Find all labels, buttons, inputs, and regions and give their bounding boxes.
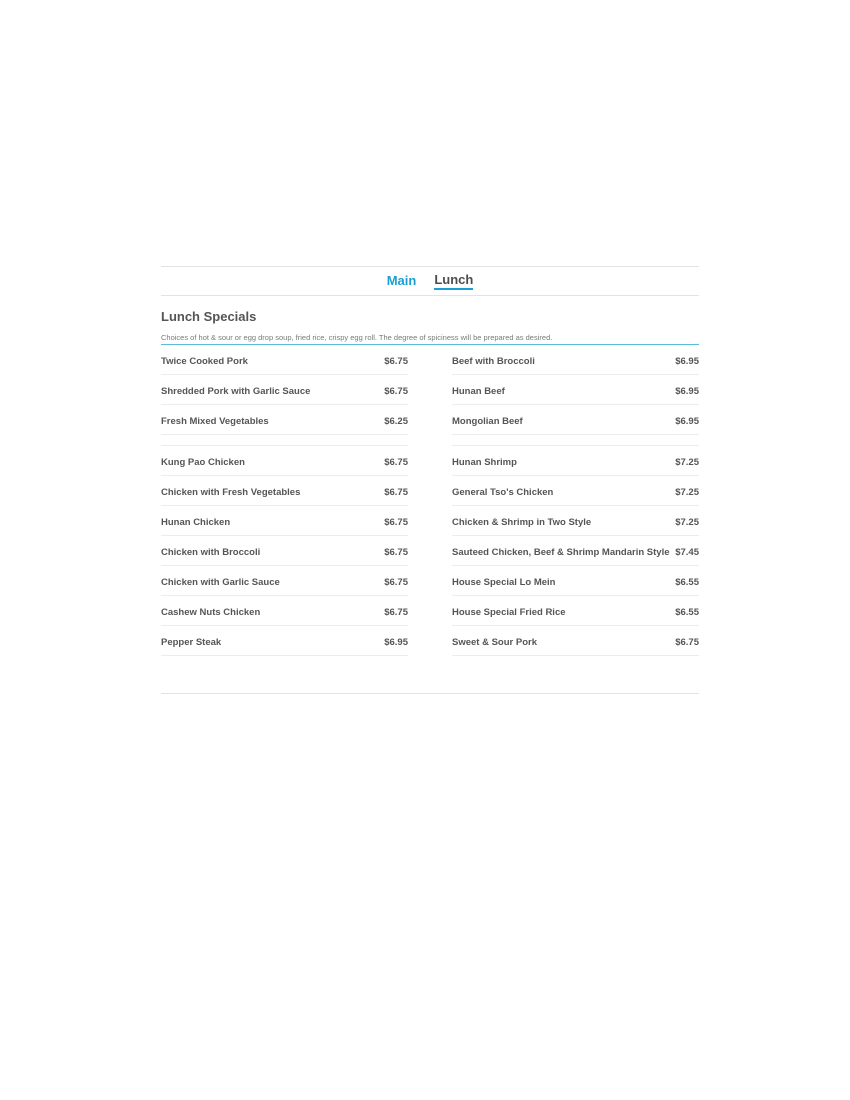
menu-item-price: $6.75: [384, 516, 408, 528]
menu-item-price: $6.95: [675, 355, 699, 367]
section-title: Lunch Specials: [161, 309, 257, 324]
menu-item: [161, 566, 408, 596]
menu-item-price: $7.25: [675, 486, 699, 498]
menu-item-name: Beef with Broccoli: [452, 355, 535, 367]
menu-item: [452, 596, 699, 626]
menu-item-name: Kung Pao Chicken: [161, 456, 245, 468]
right-column: [452, 345, 699, 656]
menu-item-price: $6.75: [384, 546, 408, 558]
menu-item-name: Chicken with Fresh Vegetables: [161, 486, 301, 498]
menu-item-name: Chicken with Garlic Sauce: [161, 576, 280, 588]
menu-item-name: Sweet & Sour Pork: [452, 636, 537, 648]
menu-item: [161, 506, 408, 536]
menu-item: [452, 536, 699, 566]
menu-item: [452, 626, 699, 656]
menu-item-name: Chicken with Broccoli: [161, 546, 261, 558]
tab-main[interactable]: Main: [386, 273, 417, 288]
menu-item: [161, 375, 408, 405]
menu-item-name: General Tso's Chicken: [452, 486, 554, 498]
menu-item: [161, 536, 408, 566]
menu-item-price: $6.75: [384, 456, 408, 468]
menu-tabs: [161, 267, 699, 295]
menu-item-price: $6.75: [384, 486, 408, 498]
menu-item: [161, 596, 408, 626]
menu-item: [452, 375, 699, 405]
menu-item-price: $6.95: [384, 636, 408, 648]
menu-item-name: Hunan Beef: [452, 385, 505, 397]
menu-item-name: Chicken & Shrimp in Two Style: [452, 516, 592, 528]
menu-item-price: $6.75: [384, 385, 408, 397]
menu-item-price: $6.95: [675, 415, 699, 427]
menu-item-price: $6.95: [675, 385, 699, 397]
menu-item-price: $6.55: [675, 576, 699, 588]
menu-item: [161, 626, 408, 656]
menu-columns: [161, 345, 699, 656]
group-divider: [161, 435, 408, 446]
menu-item-price: $7.25: [675, 456, 699, 468]
menu-item-price: $6.75: [384, 576, 408, 588]
menu-item-price: $6.25: [384, 415, 408, 427]
menu-item: [452, 506, 699, 536]
menu-item-name: Sauteed Chicken, Beef & Shrimp Mandarin Style: [452, 546, 670, 558]
menu-item-name: Mongolian Beef: [452, 415, 523, 427]
menu-item-name: Fresh Mixed Vegetables: [161, 415, 269, 427]
menu-item-name: Twice Cooked Pork: [161, 355, 248, 367]
menu-item-price: $6.75: [384, 355, 408, 367]
section-description: Choices of hot & sour or egg drop soup, fried rice, crispy egg roll. The degree of spiciness will be prepared as desired.: [161, 333, 699, 345]
menu-item: [161, 405, 408, 435]
menu-item: [452, 446, 699, 476]
menu-item: [161, 476, 408, 506]
group-divider: [452, 435, 699, 446]
menu-item-price: $7.25: [675, 516, 699, 528]
menu-item-name: Hunan Chicken: [161, 516, 231, 528]
menu-item: [452, 345, 699, 375]
menu-item-name: House Special Fried Rice: [452, 606, 566, 618]
left-column: [161, 345, 408, 656]
menu-item: [161, 345, 408, 375]
menu-item-name: Cashew Nuts Chicken: [161, 606, 261, 618]
tabs-divider: [161, 295, 699, 296]
menu-item: [452, 476, 699, 506]
menu-item-name: Hunan Shrimp: [452, 456, 517, 468]
menu-item: [161, 446, 408, 476]
menu-item: [452, 566, 699, 596]
lunch-menu: [161, 266, 699, 694]
menu-item-price: $6.55: [675, 606, 699, 618]
bottom-divider: [161, 693, 699, 694]
menu-item-name: House Special Lo Mein: [452, 576, 556, 588]
menu-item-price: $6.75: [675, 636, 699, 648]
menu-item-name: Shredded Pork with Garlic Sauce: [161, 385, 311, 397]
tab-lunch[interactable]: Lunch: [434, 272, 473, 290]
menu-item-price: $6.75: [384, 606, 408, 618]
menu-item-name: Pepper Steak: [161, 636, 222, 648]
menu-item: [452, 405, 699, 435]
menu-item-price: $7.45: [675, 546, 699, 558]
